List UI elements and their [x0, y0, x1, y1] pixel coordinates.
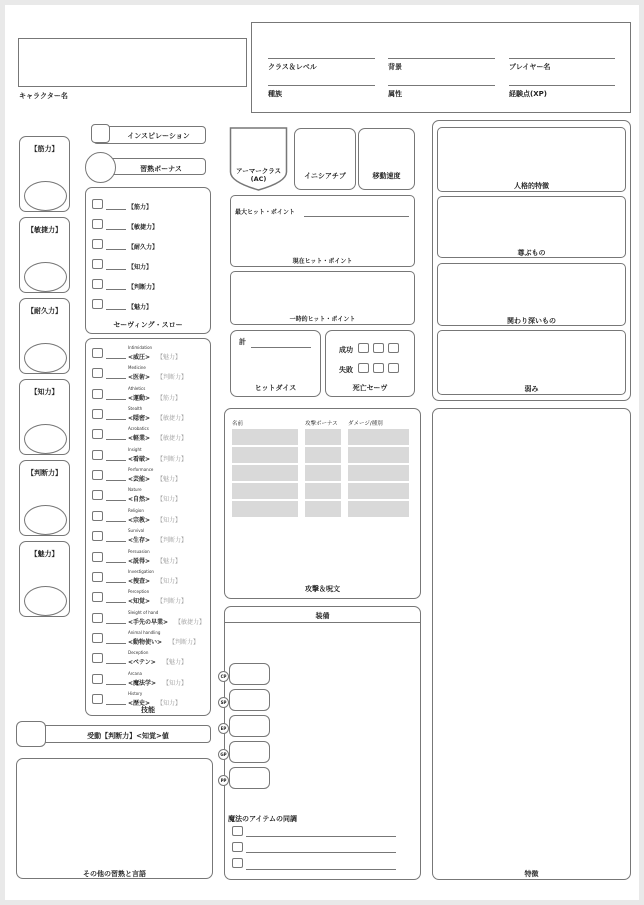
skill-checkbox[interactable]	[92, 511, 103, 521]
skill-english-name: Intimidation	[128, 345, 153, 350]
ability-dexterity-modifier[interactable]	[24, 262, 67, 292]
skill-ability: 【敏捷力】	[157, 435, 188, 442]
death-save-successes-label: 成功	[339, 346, 353, 354]
skill-name: <自然>	[128, 496, 151, 503]
attack-row-2-damage[interactable]	[348, 447, 409, 463]
saving-throws-title: セーヴィング・スロー	[113, 321, 183, 329]
max-hp-label: 最大ヒット・ポイント	[235, 209, 295, 216]
skill-name: <宗教>	[128, 517, 151, 524]
skill-ability: 【知力】	[163, 680, 188, 687]
skill-checkbox[interactable]	[92, 470, 103, 480]
skill-checkbox[interactable]	[92, 490, 103, 500]
skill-name: <魔法学>	[128, 680, 157, 687]
skill-ability: 【魅力】	[157, 354, 182, 361]
speed-label: 移動速度	[372, 172, 401, 180]
character-sheet	[5, 5, 639, 900]
skill-ability: 【知力】	[157, 496, 182, 503]
attacks-col-damage: ダメージ/種別	[348, 421, 383, 427]
character-name-label: キャラクター名	[19, 92, 68, 100]
skill-english-name: Sleight of hand	[128, 610, 159, 615]
attack-row-3-bonus[interactable]	[305, 465, 341, 481]
skill-ability: 【判断力】	[169, 639, 200, 646]
initiative-label: イニシアチブ	[304, 172, 346, 180]
skill-ability: 【魅力】	[157, 476, 182, 483]
attack-row-4-bonus[interactable]	[305, 483, 341, 499]
skill-english-name: Animal handling	[128, 630, 161, 635]
attack-row-5-name[interactable]	[232, 501, 298, 517]
skill-english-name: Arcana	[128, 671, 142, 676]
skill-english-name: History	[128, 691, 143, 696]
save-wisdom-label: 【判断力】	[128, 284, 159, 291]
temp-hp-label: 一時的ヒット・ポイント	[289, 316, 356, 323]
skill-name: <説得>	[128, 558, 151, 565]
skill-name: <歴史>	[128, 700, 151, 707]
attack-row-3-name[interactable]	[232, 465, 298, 481]
death-save-success-3[interactable]	[388, 343, 399, 353]
coin-gp-label: GP	[218, 749, 229, 760]
ability-dexterity-label: 【敏捷力】	[27, 226, 62, 234]
skill-name: <生存>	[128, 537, 151, 544]
coin-cp-label: CP	[218, 671, 229, 682]
inspiration-checkbox[interactable]	[91, 124, 110, 143]
attack-row-4-damage[interactable]	[348, 483, 409, 499]
ability-charisma-modifier[interactable]	[24, 586, 67, 616]
attack-row-3-damage[interactable]	[348, 465, 409, 481]
skill-name: <捜査>	[128, 578, 151, 585]
skill-ability: 【知力】	[157, 700, 182, 707]
class-level-label[interactable]: クラス＆レベル	[268, 63, 317, 71]
inspiration-label: インスピレーション	[127, 132, 190, 140]
skill-english-name: Investigation	[128, 569, 154, 574]
death-save-success-2[interactable]	[373, 343, 384, 353]
skill-name: <手先の早業>	[128, 619, 169, 626]
skill-checkbox[interactable]	[92, 572, 103, 582]
attunement-checkbox-3[interactable]	[232, 858, 243, 868]
ability-intelligence-label: 【知力】	[30, 388, 59, 396]
save-charisma-label: 【魅力】	[128, 304, 153, 311]
death-save-failures-label: 失敗	[339, 366, 353, 374]
coin-ep-label: EP	[218, 723, 229, 734]
features-box[interactable]	[432, 408, 631, 880]
skill-checkbox[interactable]	[92, 368, 103, 378]
flaws-label: 弱み	[524, 385, 539, 393]
save-constitution-label: 【耐久力】	[128, 244, 159, 251]
other-proficiencies-box[interactable]	[16, 758, 213, 879]
skill-english-name: Medicine	[128, 365, 146, 370]
skill-ability: 【敏捷力】	[157, 415, 188, 422]
armor-class-abbr: (AC)	[250, 175, 267, 183]
save-dexterity-label: 【敏捷力】	[128, 224, 159, 231]
ability-wisdom-label: 【判断力】	[27, 469, 62, 477]
features-label: 特徴	[524, 870, 539, 878]
attack-row-1-bonus[interactable]	[305, 429, 341, 445]
other-proficiencies-label: その他の習熟と言語	[83, 870, 146, 878]
skill-ability: 【知力】	[157, 517, 182, 524]
hit-dice-label: ヒットダイス	[254, 384, 297, 392]
skill-english-name: Athletics	[128, 386, 146, 391]
skill-ability: 【魅力】	[163, 659, 188, 666]
skill-checkbox[interactable]	[92, 633, 103, 643]
save-constitution-checkbox[interactable]	[92, 239, 103, 249]
armor-class-label: アーマークラス	[235, 167, 282, 175]
ability-strength-label: 【筋力】	[30, 145, 59, 153]
death-save-failure-3[interactable]	[388, 363, 399, 373]
skill-checkbox[interactable]	[92, 653, 103, 663]
coin-sp-box[interactable]	[229, 689, 270, 711]
skill-ability: 【知力】	[157, 578, 182, 585]
passive-perception-label: 受動【判断力】<知覚>値	[87, 732, 169, 740]
skill-name: <軽業>	[128, 435, 151, 442]
coin-cp-box[interactable]	[229, 663, 270, 685]
coin-pp-box[interactable]	[229, 767, 270, 789]
skill-name: <医術>	[128, 374, 151, 381]
skill-english-name: Survival	[128, 528, 145, 533]
death-save-success-1[interactable]	[358, 343, 369, 353]
skill-ability: 【敏捷力】	[175, 619, 206, 626]
skill-checkbox[interactable]	[92, 694, 103, 704]
ability-wisdom-modifier[interactable]	[24, 505, 67, 535]
equipment-title: 装備	[315, 612, 330, 620]
skill-ability: 【魅力】	[157, 558, 182, 565]
skill-name: <威圧>	[128, 354, 151, 361]
skill-checkbox[interactable]	[92, 674, 103, 684]
coin-sp-label: SP	[218, 697, 229, 708]
skill-ability: 【判断力】	[157, 456, 188, 463]
skill-english-name: Religion	[128, 508, 144, 513]
skill-ability: 【筋力】	[157, 395, 182, 402]
death-saves-label: 死亡セーヴ	[352, 384, 388, 392]
skill-checkbox[interactable]	[92, 592, 103, 602]
skill-english-name: Nature	[128, 487, 142, 492]
alignment-label[interactable]: 属性	[388, 90, 402, 98]
passive-perception-value[interactable]	[16, 721, 46, 747]
skill-checkbox[interactable]	[92, 389, 103, 399]
skill-ability: 【判断力】	[157, 537, 188, 544]
attack-row-5-bonus[interactable]	[305, 501, 341, 517]
personality-traits-label: 人格的特徴	[514, 182, 549, 190]
attacks-title: 攻撃＆呪文	[305, 585, 340, 593]
death-save-failure-1[interactable]	[358, 363, 369, 373]
save-strength-checkbox[interactable]	[92, 199, 103, 209]
coin-ep-box[interactable]	[229, 715, 270, 737]
skill-checkbox[interactable]	[92, 613, 103, 623]
ability-constitution-label: 【耐久力】	[27, 307, 62, 315]
background-label[interactable]: 背景	[388, 63, 402, 71]
experience-label[interactable]: 経験点(XP)	[509, 90, 547, 98]
skill-ability: 【判断力】	[157, 598, 188, 605]
death-save-failure-2[interactable]	[373, 363, 384, 373]
attacks-col-bonus: 攻撃ボーナス	[305, 421, 338, 427]
coin-pp-label: PP	[218, 775, 229, 786]
attack-row-2-name[interactable]	[232, 447, 298, 463]
skill-checkbox[interactable]	[92, 450, 103, 460]
skill-name: <知覚>	[128, 598, 151, 605]
save-dexterity-checkbox[interactable]	[92, 219, 103, 229]
save-charisma-checkbox[interactable]	[92, 299, 103, 309]
skill-checkbox[interactable]	[92, 348, 103, 358]
attack-row-5-damage[interactable]	[348, 501, 409, 517]
attack-row-1-damage[interactable]	[348, 429, 409, 445]
race-label[interactable]: 種族	[268, 90, 282, 98]
skill-checkbox[interactable]	[92, 409, 103, 419]
skill-checkbox[interactable]	[92, 552, 103, 562]
skill-name: <芸能>	[128, 476, 151, 483]
bonds-label: 関わり深いもの	[507, 317, 556, 325]
save-wisdom-checkbox[interactable]	[92, 279, 103, 289]
skill-name: <ペテン>	[128, 659, 156, 666]
ability-strength-modifier[interactable]	[24, 181, 67, 211]
skill-english-name: Performance	[128, 467, 154, 472]
attunement-checkbox-2[interactable]	[232, 842, 243, 852]
skill-name: <隠密>	[128, 415, 151, 422]
proficiency-bonus-circle[interactable]	[85, 152, 116, 183]
skill-english-name: Insight	[128, 447, 142, 452]
save-strength-label: 【筋力】	[128, 204, 153, 211]
ability-constitution-modifier[interactable]	[24, 343, 67, 373]
skill-name: <看破>	[128, 456, 151, 463]
ability-charisma-label: 【魅力】	[30, 550, 59, 558]
attack-row-4-name[interactable]	[232, 483, 298, 499]
attack-row-1-name[interactable]	[232, 429, 298, 445]
player-name-label[interactable]: プレイヤー名	[509, 63, 551, 71]
ideals-label: 尊ぶもの	[517, 249, 546, 257]
skill-ability: 【判断力】	[157, 374, 188, 381]
attack-row-2-bonus[interactable]	[305, 447, 341, 463]
skill-checkbox[interactable]	[92, 429, 103, 439]
attacks-col-name: 名前	[232, 421, 244, 427]
proficiency-bonus-label: 習熟ボーナス	[140, 165, 182, 173]
character-name-box[interactable]	[18, 38, 247, 87]
skill-checkbox[interactable]	[92, 531, 103, 541]
current-hp-label: 現在ヒット・ポイント	[292, 258, 353, 265]
skill-english-name: Perception	[128, 589, 150, 594]
skill-english-name: Stealth	[128, 406, 143, 411]
skill-english-name: Persuasion	[128, 549, 150, 554]
skill-name: <動物使い>	[128, 639, 163, 646]
hit-dice-total-label: 計	[239, 338, 246, 346]
skill-english-name: Deception	[128, 650, 149, 655]
ability-intelligence-modifier[interactable]	[24, 424, 67, 454]
skills-title: 技能	[141, 706, 155, 714]
coin-gp-box[interactable]	[229, 741, 270, 763]
skill-name: <運動>	[128, 395, 151, 402]
skill-english-name: Acrobatics	[128, 426, 149, 431]
save-intelligence-label: 【知力】	[128, 264, 153, 271]
save-intelligence-checkbox[interactable]	[92, 259, 103, 269]
attunement-label: 魔法のアイテムの同調	[228, 815, 298, 823]
attunement-checkbox-1[interactable]	[232, 826, 243, 836]
